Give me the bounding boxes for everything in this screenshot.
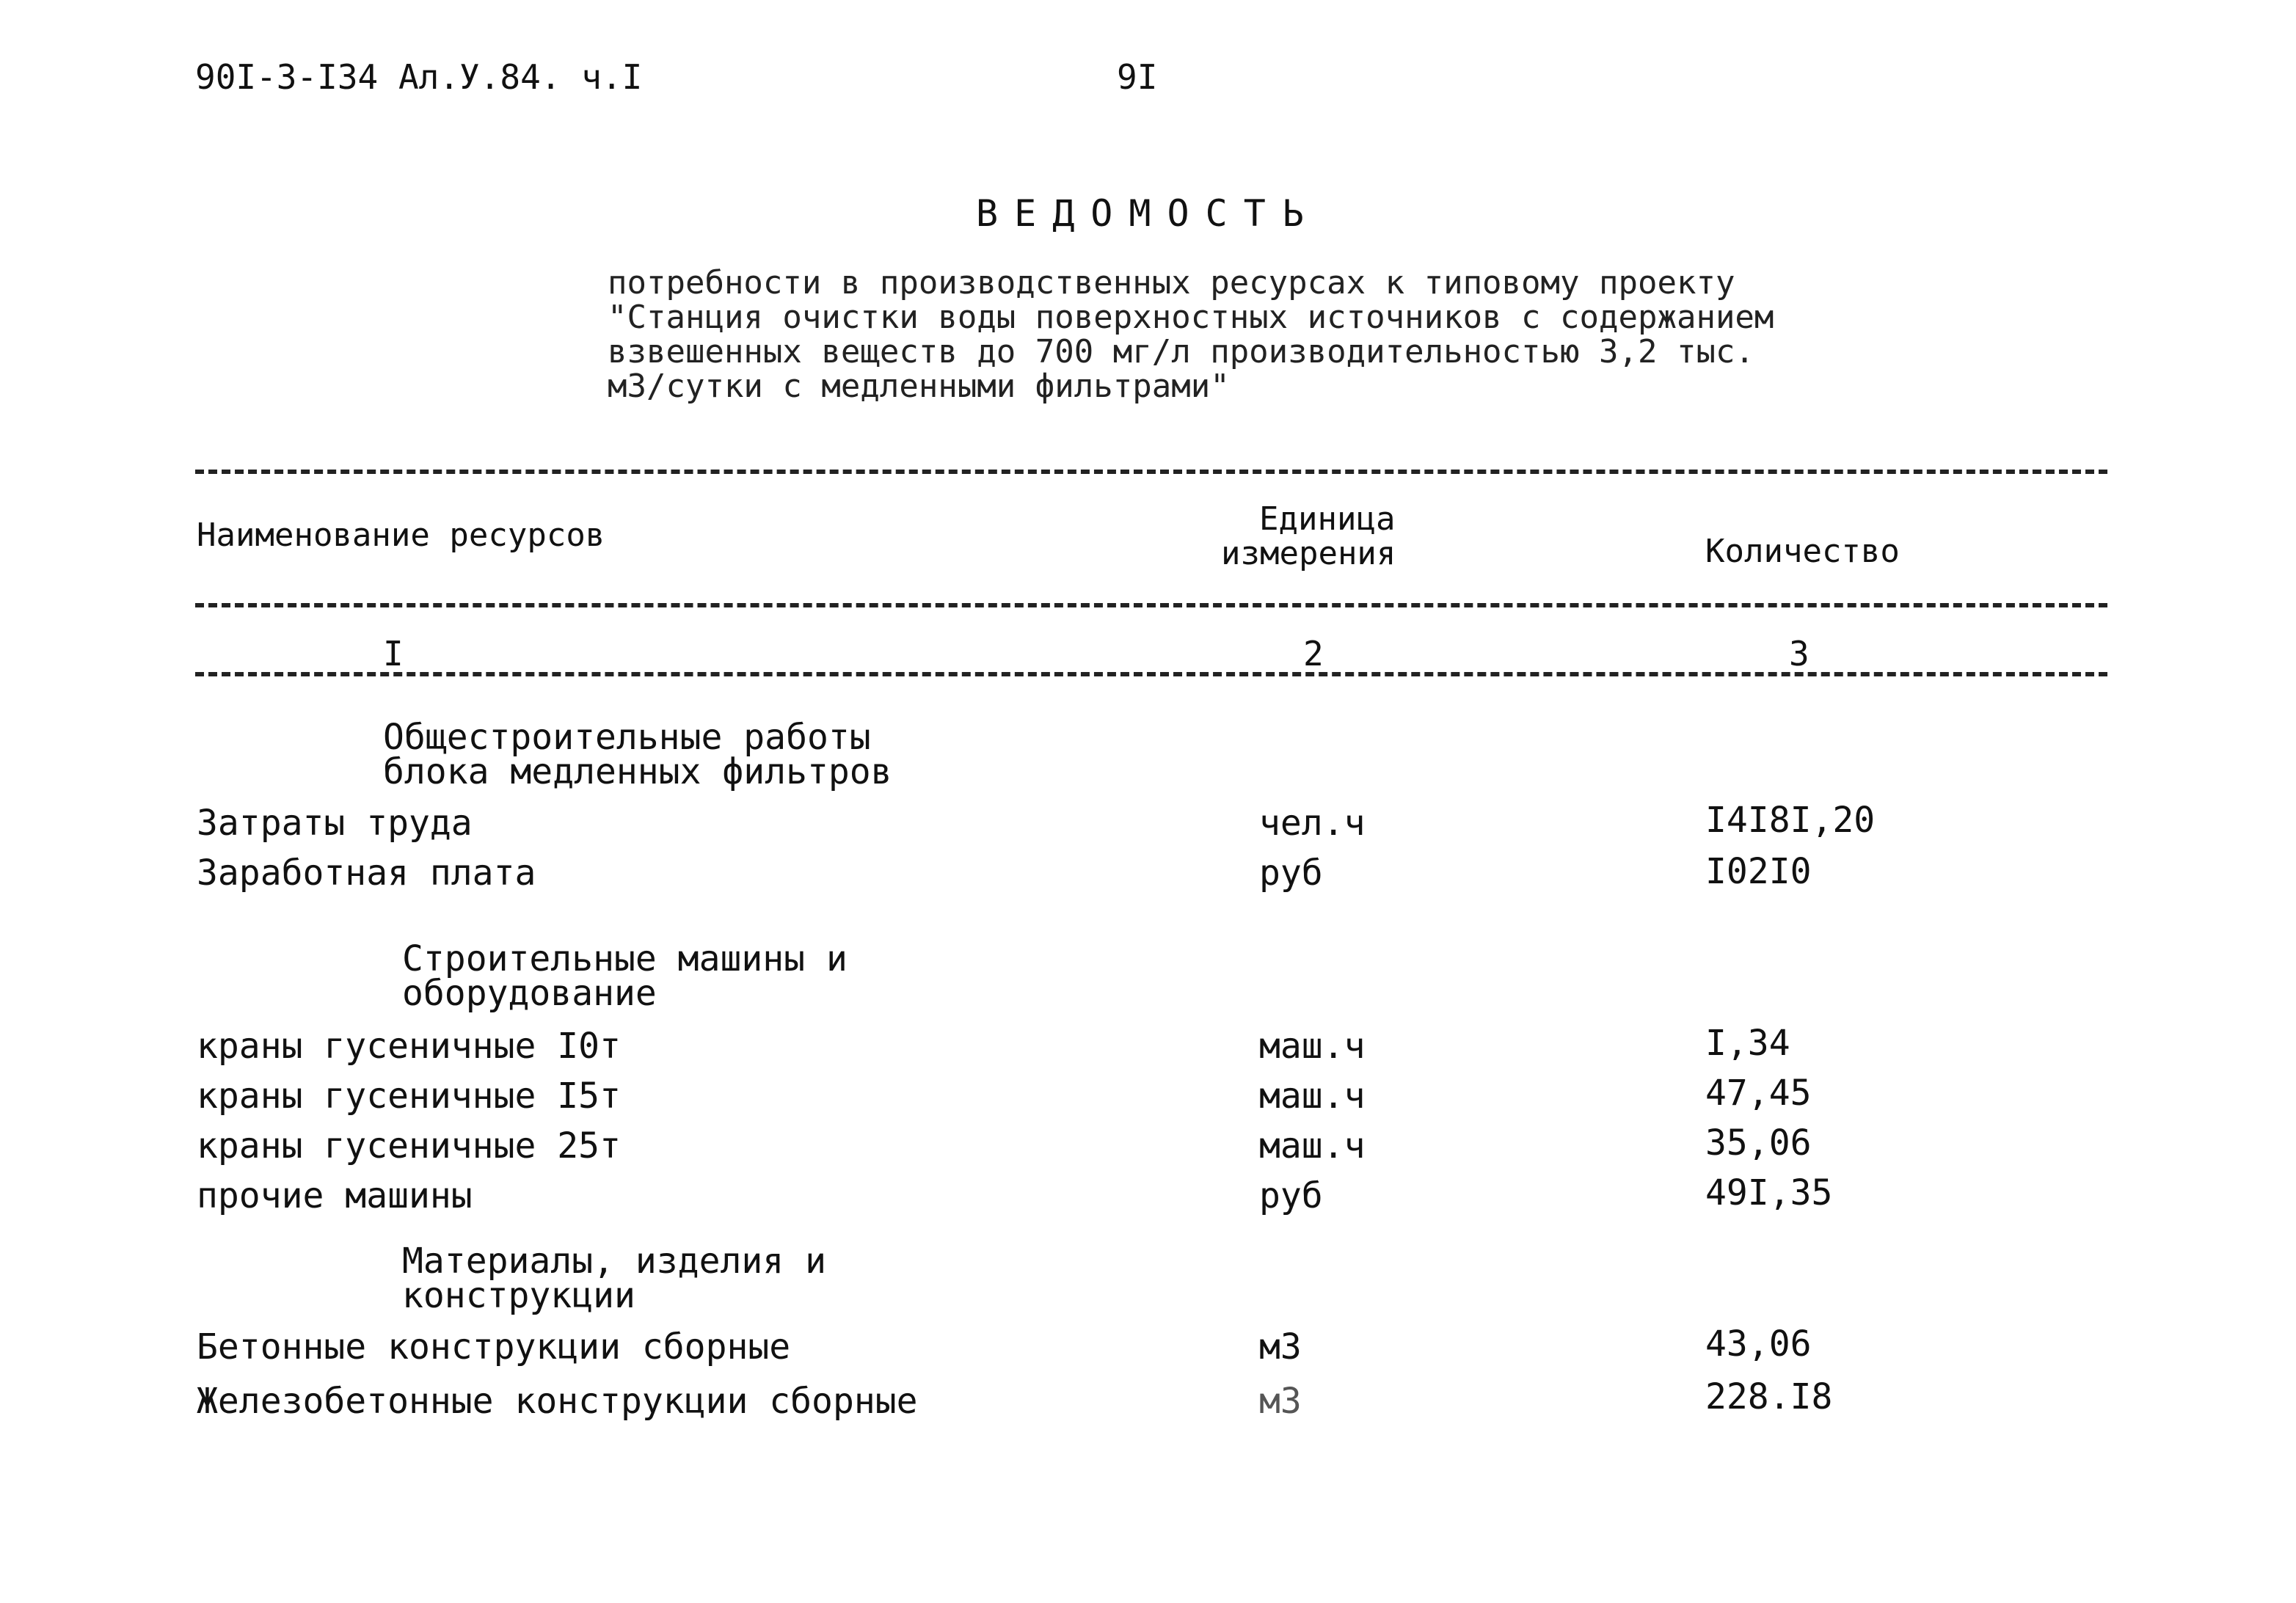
subtitle-line: потребности в производственных ресурсах к типовому проекту [608, 264, 1735, 302]
column-header-unit-line2: измерения [1221, 535, 1396, 572]
section-title: конструкции [402, 1275, 635, 1316]
table-row-unit: руб [1259, 1175, 1323, 1216]
table-row-quantity: 49I,35 [1705, 1172, 1833, 1213]
table-row-unit: м3 [1259, 1326, 1302, 1368]
table-row-name: краны гусеничные 25т [197, 1125, 621, 1166]
table-row-name: Железобетонные конструкции сборные [197, 1381, 918, 1422]
column-header-quantity: Количество [1705, 533, 1900, 570]
table-row-quantity: 43,06 [1705, 1323, 1812, 1365]
column-header-name: Наименование ресурсов [197, 516, 605, 554]
section-title: Строительные машины и [402, 938, 848, 979]
table-row-unit: маш.ч [1259, 1125, 1366, 1166]
table-row-unit: руб [1259, 852, 1323, 894]
table-row-quantity: 47,45 [1705, 1073, 1812, 1114]
table-row-quantity: 228.I8 [1705, 1376, 1833, 1417]
table-row-name: Затраты труда [197, 803, 473, 844]
page-number: 9I [1117, 57, 1158, 97]
column-number-1: I [383, 634, 404, 673]
section-title: Материалы, изделия и [402, 1241, 826, 1282]
table-row-quantity: I4I8I,20 [1705, 800, 1876, 841]
document-title: ВЕДОМОСТЬ [976, 192, 1320, 235]
document-code: 90I-3-I34 Ал.У.84. ч.I [195, 57, 643, 97]
section-title: блока медленных фильтров [383, 751, 892, 792]
table-row-quantity: I02I0 [1705, 851, 1812, 892]
subtitle-line: взвешенных веществ до 700 мг/л производительностью 3,2 тыс. [608, 333, 1754, 370]
table-row-name: краны гусеничные I5т [197, 1076, 621, 1117]
table-top-rule [195, 470, 2107, 474]
table-row-unit: маш.ч [1259, 1076, 1366, 1117]
table-row-name: прочие машины [197, 1175, 473, 1216]
table-header-rule [195, 603, 2107, 607]
table-row-name: краны гусеничные I0т [197, 1026, 621, 1067]
section-title: Общестроительные работы [383, 717, 871, 758]
table-row-quantity: 35,06 [1705, 1122, 1812, 1164]
column-number-3: 3 [1789, 634, 1810, 673]
document-subtitle [608, 266, 1774, 404]
table-row-name: Заработная плата [197, 852, 536, 894]
table-row-quantity: I,34 [1705, 1023, 1790, 1064]
subtitle-line: м3/сутки с медленными фильтрами" [608, 368, 1230, 405]
column-header-unit-line1: Единица [1259, 500, 1396, 538]
table-row-unit: м3 [1259, 1381, 1302, 1422]
table-row-unit: маш.ч [1259, 1026, 1366, 1067]
subtitle-line: "Станция очистки воды поверхностных источников с содержанием [608, 299, 1774, 336]
table-numbers-rule [195, 672, 2107, 676]
table-row-name: Бетонные конструкции сборные [197, 1326, 791, 1368]
column-number-2: 2 [1303, 634, 1324, 673]
table-row-unit: чел.ч [1259, 803, 1366, 844]
section-title: оборудование [402, 973, 657, 1014]
